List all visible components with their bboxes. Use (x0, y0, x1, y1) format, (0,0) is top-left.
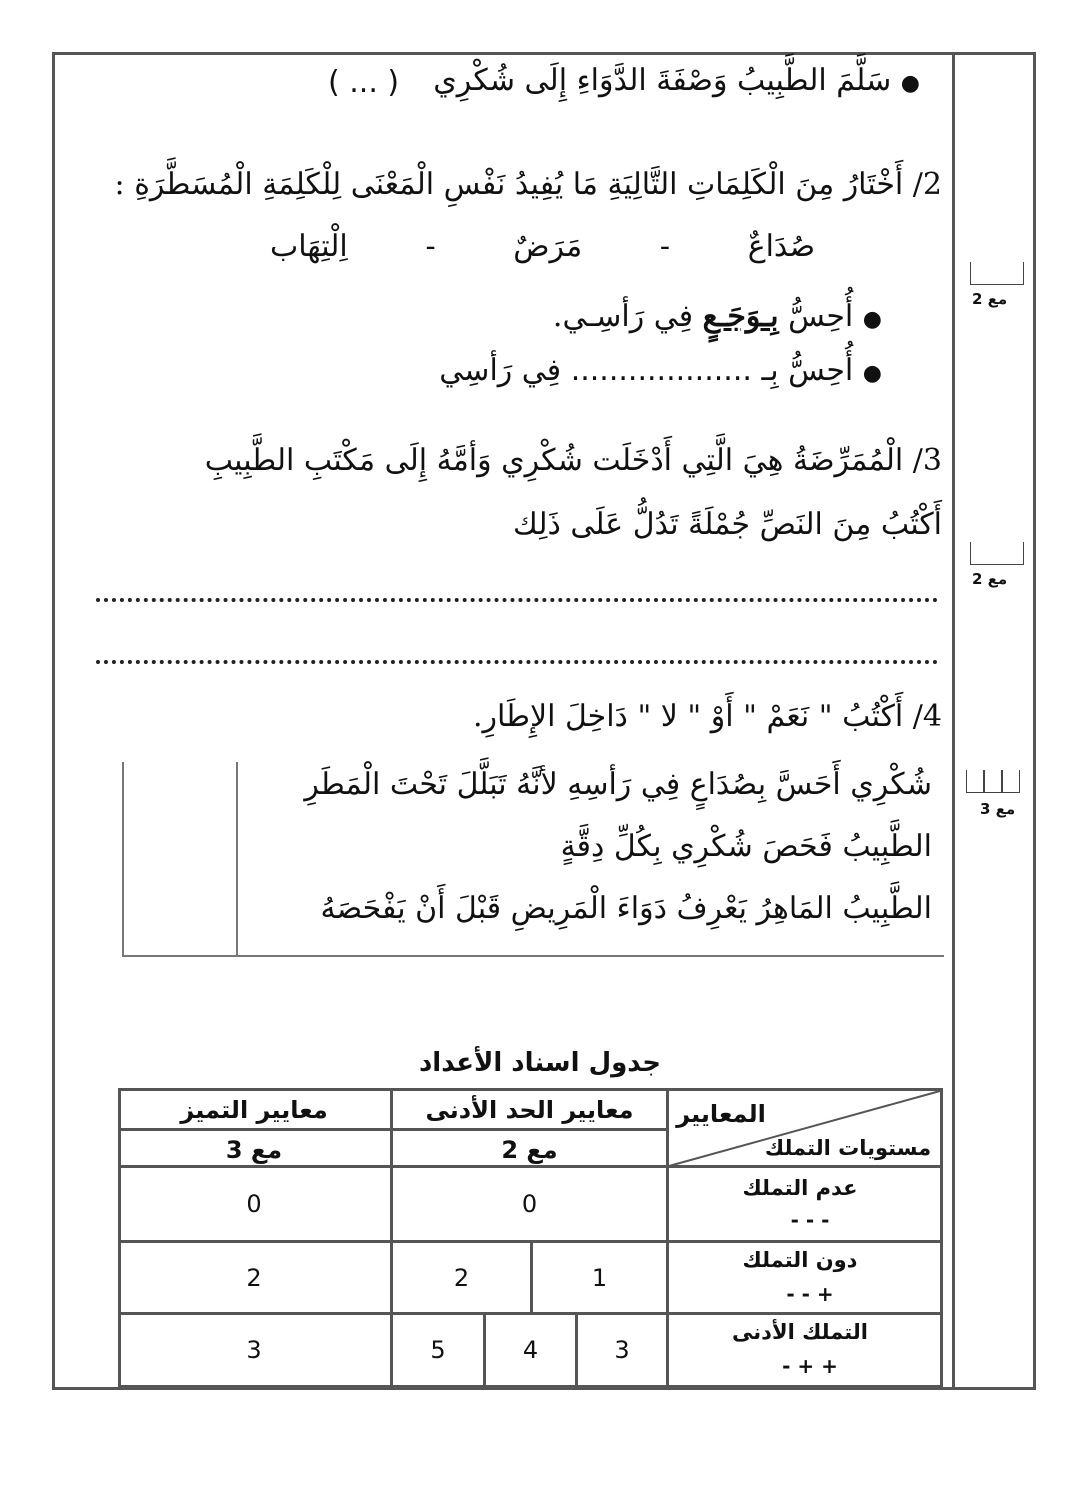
q2-mark: مع 2 (972, 290, 1008, 308)
q4-prompt: 4/ أَكْتُبُ " نَعَمْ " أَوْ " لا " دَاخِلَ الإِطَارِ. (472, 699, 942, 734)
q2-fill-prefix: أُحِسُّ بِـ (761, 353, 854, 388)
table-line (118, 1312, 943, 1315)
q3-line1: 3/ الْمُمَرِّضَةُ هِيَ الَّتِي أَدْخَلَت شُكْرِي وَأمَّهُ إِلَى مَكْتَبِ الطَّبِيبِ (204, 443, 942, 478)
row-level: دون التملك (742, 1248, 858, 1272)
bullet-icon: ● (900, 71, 920, 96)
table-line (118, 1128, 668, 1131)
bullet-icon: ● (862, 361, 882, 386)
header-excel-criteria: معايير التميز (180, 1096, 328, 1124)
row-min-value: 4 (522, 1336, 539, 1364)
q2-fill-suffix: فِي رَأسِي (439, 353, 562, 388)
row-excel-value: 3 (246, 1336, 262, 1364)
q2-option: صُدَاعٌ (747, 229, 816, 264)
separator: - (425, 229, 436, 264)
row-excel-value: 2 (246, 1264, 262, 1292)
q2-fill-blank[interactable]: ................... (570, 353, 752, 388)
q2-sentence (552, 299, 882, 334)
row-min-value: 5 (430, 1336, 446, 1364)
grading-table-title: جدول اسناد الأعداد (418, 1048, 662, 1078)
q4-statement-2: الطَّبِيبُ فَحَصَ شُكْرِي بِكُلِّ دِقَّةٍ (560, 829, 932, 864)
mark-column-divider (952, 52, 955, 1390)
q2-underlined-word: بِـوَجَـعٍ (702, 299, 779, 334)
separator: - (659, 229, 670, 264)
q1-text: سَلَّمَ الطَّبِيبُ وَصْفَةَ الدَّوَاءِ إِلَى شُكْرِي (433, 63, 892, 98)
q3-mark-box (970, 542, 1024, 565)
q1-answer-blank[interactable]: ( ... ) (328, 65, 400, 100)
q4-mark-box-c (1002, 770, 1020, 793)
q2-mark-box (970, 262, 1024, 285)
header-min-code: مع 2 (501, 1136, 558, 1164)
q4-statement-3: الطَّبِيبُ المَاهِرُ يَعْرِفُ دَوَاءَ الْمَرِيضِ قَبْلَ أَنْ يَفْحَصَهُ (320, 891, 932, 926)
row-min-value: 2 (453, 1264, 470, 1292)
q2-option: مَرَضٌ (513, 229, 583, 264)
q4-answer-column-divider (236, 762, 238, 955)
row-symbol: - - - (790, 1208, 830, 1232)
q2-options (270, 229, 816, 264)
row-level: عدم التملك (742, 1176, 858, 1200)
q4-mark: مع 3 (980, 800, 1016, 818)
row-min-value: 1 (591, 1264, 608, 1292)
row-min-value: 0 (521, 1190, 538, 1218)
bullet-icon: ● (862, 307, 882, 332)
row-symbol: + + - (782, 1354, 838, 1378)
q4-mark-box-a (966, 770, 984, 793)
q3-answer-line-1[interactable] (96, 598, 938, 602)
header-excel-code: مع 3 (225, 1136, 283, 1164)
q2-sentence-prefix: أُحِسُّ (788, 299, 854, 334)
row-excel-value: 0 (246, 1190, 262, 1218)
q4-mark-box-b (984, 770, 1002, 793)
q3-answer-line-2[interactable] (96, 660, 938, 664)
q2-sentence-suffix: فِي رَأسِـي. (552, 299, 694, 334)
q3-mark: مع 2 (972, 570, 1008, 588)
q4-statement-1: شُكْرِي أَحَسَّ بِصُدَاعٍ فِي رَأسِهِ لأنَّهُ تَبَلَّلَ تَحْتَ الْمَطَرِ (304, 767, 932, 802)
header-min-criteria: معايير الحد الأدنى (425, 1096, 634, 1124)
row-symbol: + - - (786, 1282, 834, 1306)
q2-option: اِلْتِهَاب (270, 229, 348, 264)
q2-fill-line (439, 353, 882, 388)
row-min-value: 3 (614, 1336, 630, 1364)
q1-bullet-line (433, 63, 920, 98)
q3-line2: أَكْتُبُ مِنَ النَصِّ جُمْلَةً تَدُلُّ عَلَى ذَلِك (513, 507, 942, 542)
header-criteria: المعايير (676, 1100, 766, 1128)
q2-prompt: 2/ أَخْتَارُ مِنَ الْكَلِمَاتِ التَّالِيَةِ مَا يُفِيدُ نَفْسِ الْمَعْنَى لِلْكَلِمَةِ الْمُسَطَّرَةِ : (114, 167, 942, 202)
row-level: التملك الأدنى (732, 1320, 868, 1344)
q4-answer-cell[interactable] (124, 768, 234, 953)
header-levels: مستويات التملك (764, 1136, 932, 1160)
